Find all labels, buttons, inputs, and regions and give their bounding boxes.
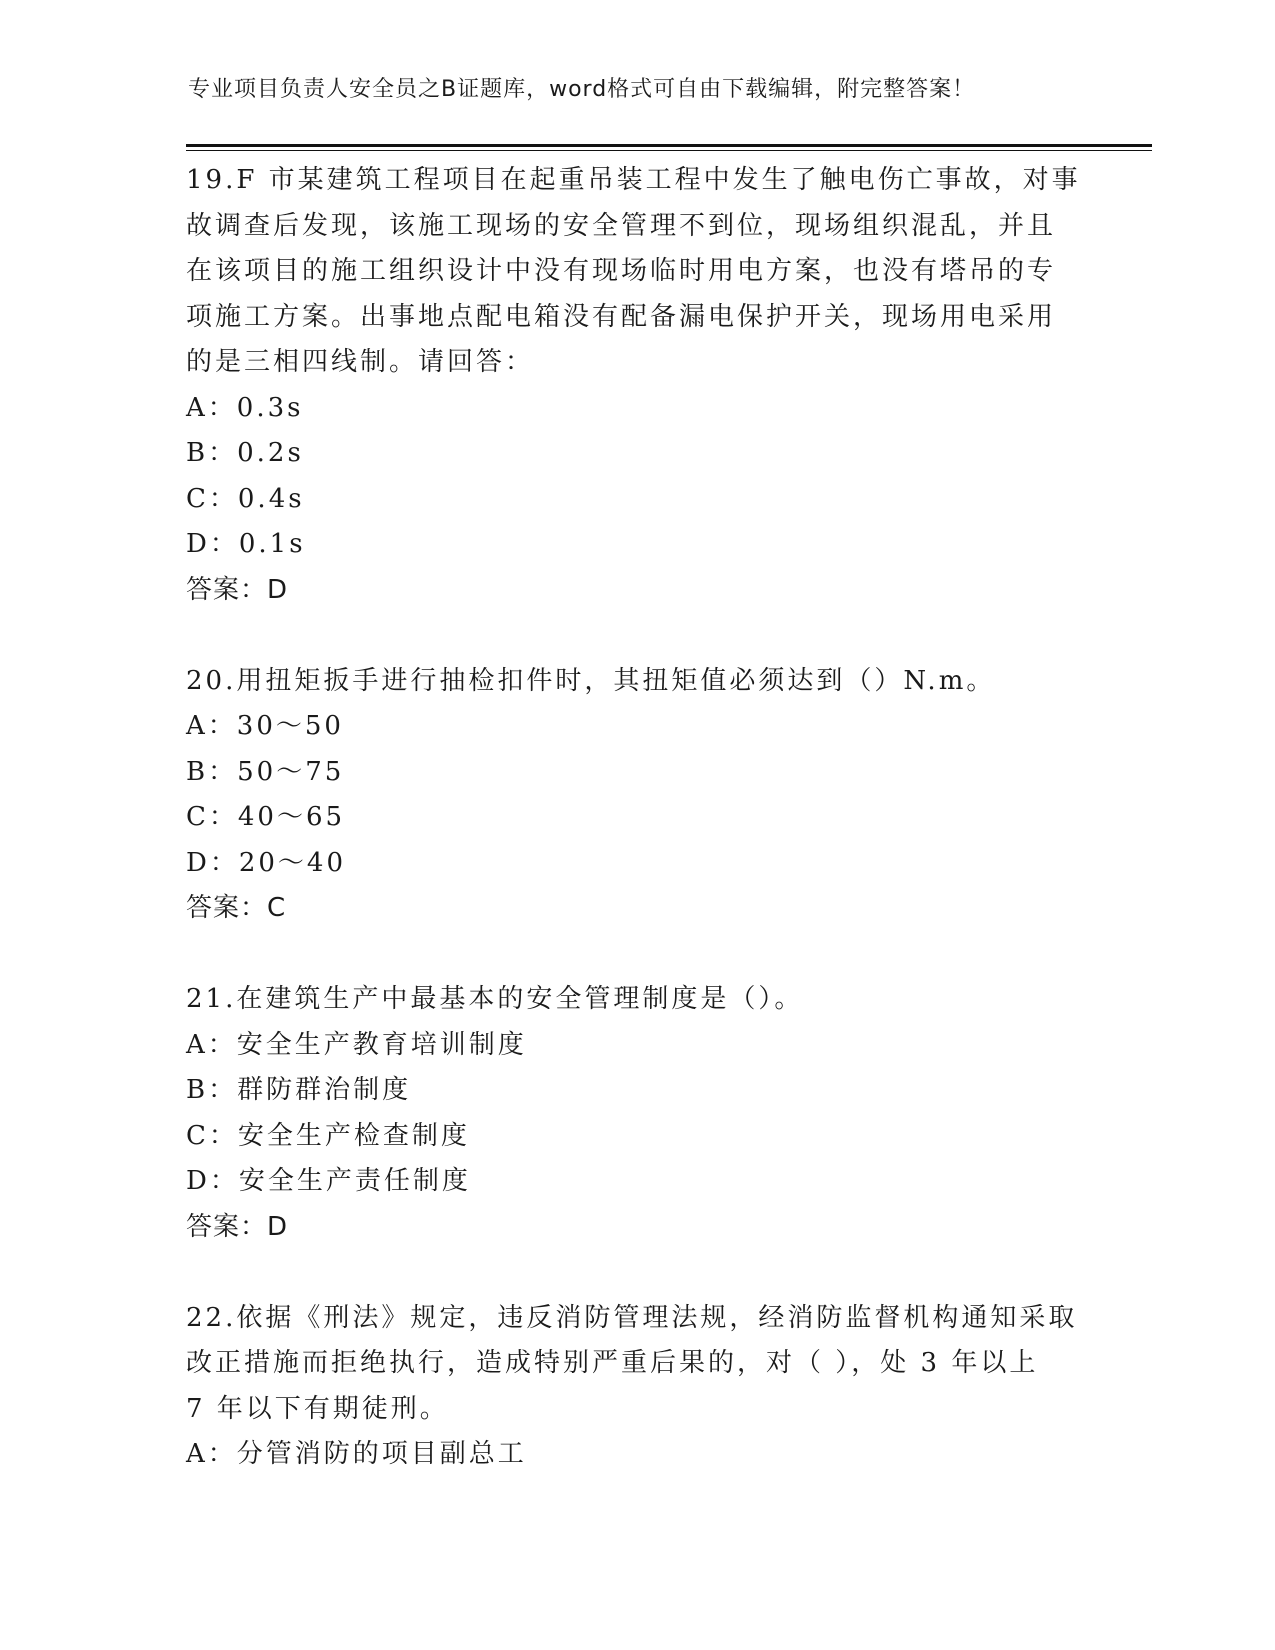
question-text-line: 21.在建筑生产中最基本的安全管理制度是（）。 [186, 984, 804, 1014]
answer: 答案：D [186, 574, 289, 605]
option-a: A：分管消防的项目副总工 [186, 1439, 527, 1469]
header-rule-thick [186, 144, 1152, 147]
option-a: A：30～50 [186, 711, 344, 741]
answer: 答案：D [186, 1211, 289, 1242]
header-rule-thin [186, 150, 1152, 151]
question-text-line: 故调查后发现，该施工现场的安全管理不到位，现场组织混乱，并且 [186, 210, 1057, 241]
question-text-line: 的是三相四线制。请回答： [186, 347, 535, 377]
option-b: B：群防群治制度 [186, 1075, 412, 1105]
question-21 [186, 977, 1086, 1250]
option-d: D：0.1s [186, 529, 306, 559]
question-list [186, 158, 1086, 1478]
option-d: D：20～40 [186, 847, 347, 878]
option-a: A：0.3s [186, 392, 304, 423]
option-b: B：0.2s [186, 438, 304, 468]
question-text-line: 20.用扭矩扳手进行抽检扣件时，其扭矩值必须达到（）N.m。 [186, 665, 996, 696]
question-text-line: 19.F 市某建筑工程项目在起重吊装工程中发生了触电伤亡事故，对事 [186, 165, 1081, 195]
option-c: C：0.4s [186, 483, 305, 514]
option-a: A：安全生产教育培训制度 [186, 1029, 527, 1060]
spacer [186, 1250, 1086, 1296]
question-text-line: 22.依据《刑法》规定，违反消防管理法规，经消防监督机构通知采取 [186, 1302, 1078, 1333]
page-header: 专业项目负责人安全员之B证题库，word格式可自由下载编辑，附完整答案！ [188, 77, 976, 102]
question-text-line: 在该项目的施工组织设计中没有现场临时用电方案，也没有塔吊的专 [186, 256, 1057, 286]
spacer [186, 932, 1086, 978]
spacer [186, 613, 1086, 659]
question-text-line: 改正措施而拒绝执行，造成特别严重后果的，对（ ），处 3 年以上 [186, 1348, 1039, 1378]
answer: 答案：C [186, 893, 287, 923]
question-19 [186, 158, 1086, 613]
question-text-line: 7 年以下有期徒刑。 [186, 1393, 449, 1424]
question-text-line: 项施工方案。出事地点配电箱没有配备漏电保护开关，现场用电采用 [186, 301, 1057, 332]
question-20 [186, 659, 1086, 932]
option-d: D：安全生产责任制度 [186, 1166, 471, 1196]
option-c: C：40～65 [186, 802, 346, 832]
question-22 [186, 1296, 1086, 1478]
option-c: C：安全生产检查制度 [186, 1120, 470, 1151]
option-b: B：50～75 [186, 756, 345, 787]
